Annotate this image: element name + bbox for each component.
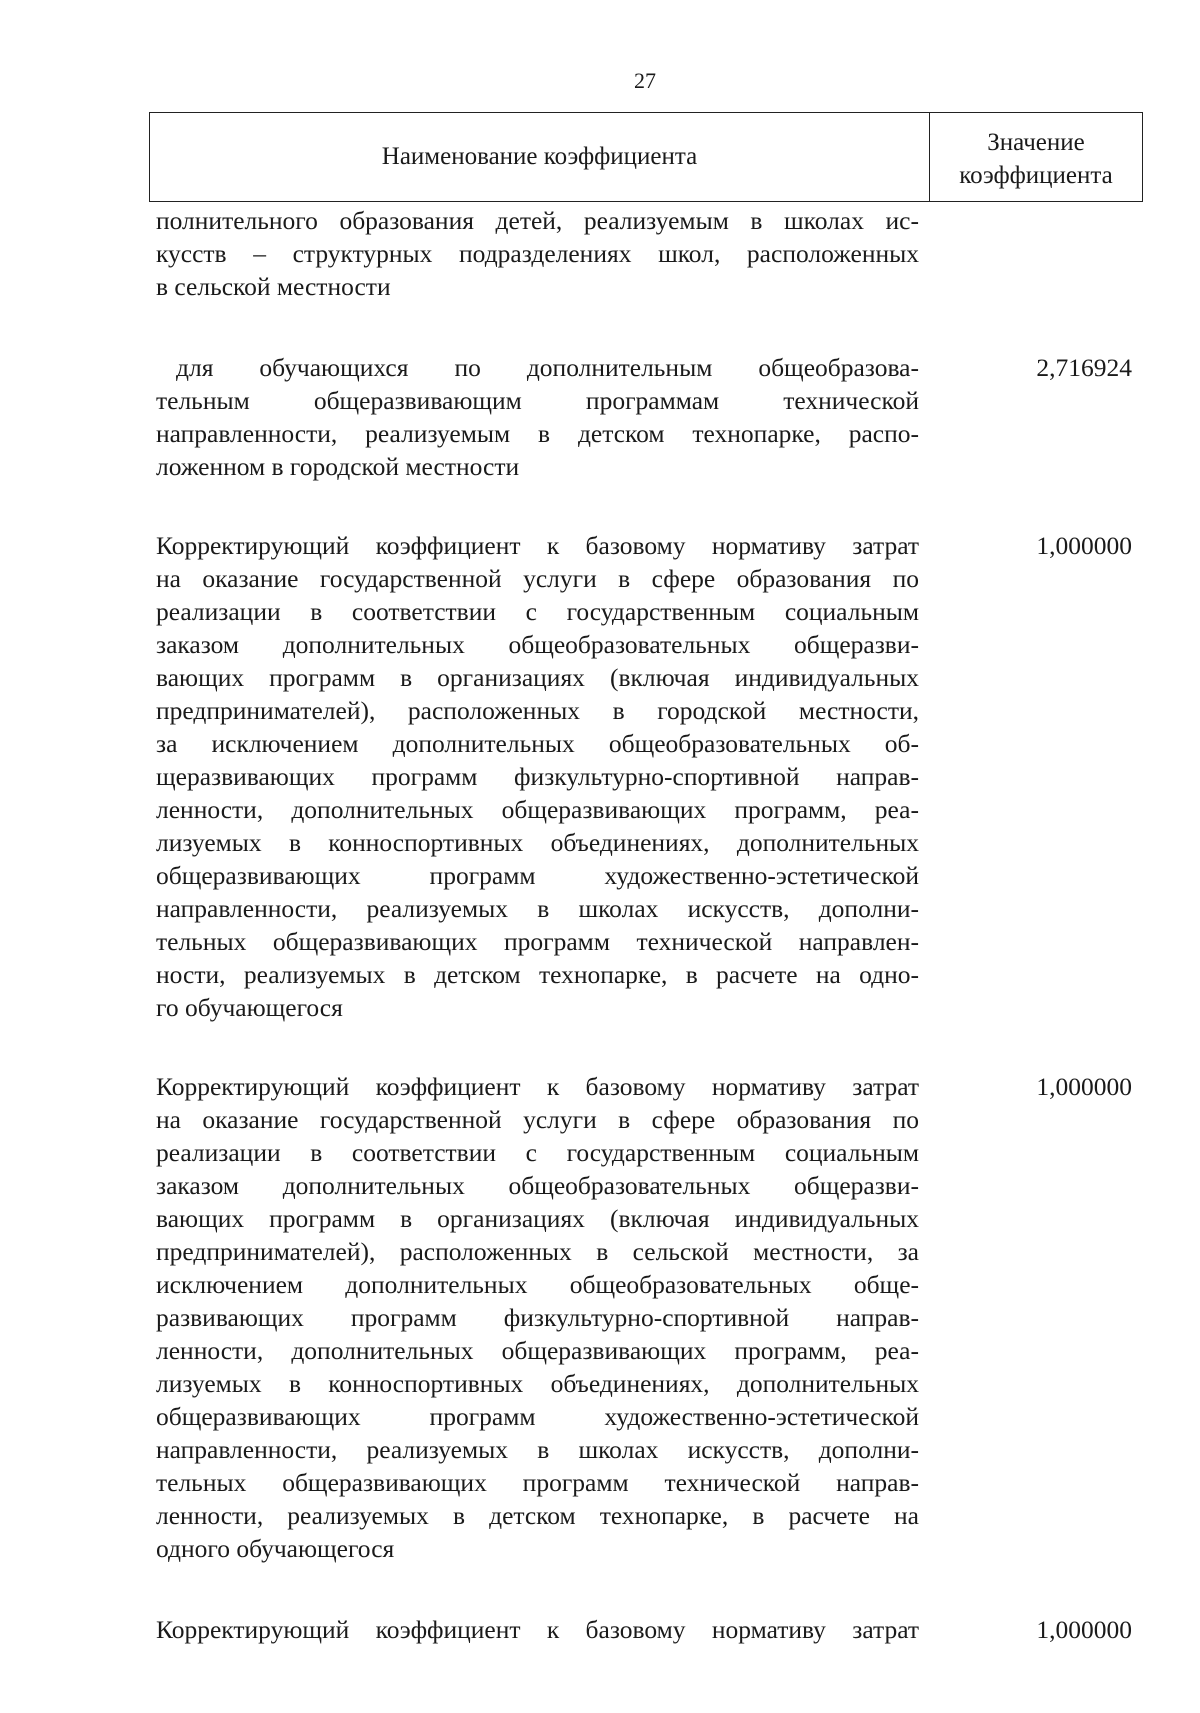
coefficient-name-line: предпринимателей), расположенных в городской местности, — [156, 696, 919, 725]
coefficient-name-line: ложенном в городской местности — [156, 452, 520, 481]
coefficient-name-line: тельных общеразвивающих программ технической направ- — [156, 1468, 919, 1497]
coefficient-name-line: заказом дополнительных общеобразовательных общеразви- — [156, 1171, 919, 1200]
coefficient-name-line: в сельской местности — [156, 272, 391, 301]
column-header-value — [930, 113, 1142, 201]
coefficient-name-line: одного обучающегося — [156, 1534, 395, 1563]
coefficient-name-line: на оказание государственной услуги в сфере образования по — [156, 1105, 919, 1134]
coefficient-name-line: го обучающегося — [156, 993, 343, 1022]
coefficient-name-line: ности, реализуемых в детском технопарке, в расчете на одно- — [156, 960, 919, 989]
coefficient-name-line: заказом дополнительных общеобразовательных общеразви- — [156, 630, 919, 659]
coefficient-name-line: предпринимателей), расположенных в сельской местности, за — [156, 1237, 919, 1266]
coefficient-name-line: тельных общеразвивающих программ технической направлен- — [156, 927, 919, 956]
table-row — [156, 529, 1146, 1024]
coefficient-name-line: общеразвивающих программ художественно-эстетической — [156, 1402, 919, 1431]
table-row — [156, 1613, 1146, 1646]
coefficient-name-line: развивающих программ физкультурно-спортивной направ- — [156, 1303, 919, 1332]
coefficient-name-line: лизуемых в конноспортивных объединениях, дополнительных — [156, 828, 919, 857]
coefficient-name-line: направленности, реализуемым в детском технопарке, распо- — [156, 419, 919, 448]
coefficient-name-line: полнительного образования детей, реализуемым в школах ис- — [156, 206, 919, 235]
coefficient-name-line: на оказание государственной услуги в сфере образования по — [156, 564, 919, 593]
page-number: 27 — [634, 68, 656, 93]
coefficient-name-line: Корректирующий коэффициент к базовому нормативу затрат — [156, 1615, 919, 1644]
coefficient-table-body — [156, 204, 1146, 1646]
coefficient-name-line: за исключением дополнительных общеобразовательных об- — [156, 729, 919, 758]
coefficient-name-line: кусств – структурных подразделениях школ, расположенных — [156, 239, 919, 268]
table-row — [156, 204, 1146, 303]
coefficient-value: 1,000000 — [1036, 531, 1132, 560]
column-header-name: Наименование коэффициента — [150, 113, 930, 201]
coefficient-name-line: вающих программ в организациях (включая индивидуальных — [156, 1204, 919, 1233]
coefficient-name-line: ленности, дополнительных общеразвивающих программ, реа- — [156, 795, 919, 824]
coefficient-name-line: вающих программ в организациях (включая индивидуальных — [156, 663, 919, 692]
coefficient-name-line: ленности, реализуемых в детском технопарке, в расчете на — [156, 1501, 919, 1530]
coefficient-name — [156, 529, 919, 1024]
coefficient-name-line: для обучающихся по дополнительным общеобразова- — [176, 353, 919, 382]
table-header — [149, 112, 1143, 202]
coefficient-name — [156, 1070, 919, 1565]
coefficient-name-line: общеразвивающих программ художественно-эстетической — [156, 861, 919, 890]
coefficient-name-line: ленности, дополнительных общеразвивающих программ, реа- — [156, 1336, 919, 1365]
coefficient-name-line: Корректирующий коэффициент к базовому нормативу затрат — [156, 531, 919, 560]
coefficient-value: 1,000000 — [1036, 1072, 1132, 1101]
table-row — [156, 1070, 1146, 1565]
coefficient-name — [156, 204, 919, 303]
coefficient-value: 2,716924 — [1036, 353, 1132, 382]
coefficient-name-line: лизуемых в конноспортивных объединениях, дополнительных — [156, 1369, 919, 1398]
coefficient-name — [156, 1613, 919, 1646]
column-header-value-line1: Значение — [987, 129, 1085, 156]
coefficient-name — [156, 351, 919, 483]
coefficient-name-line: направленности, реализуемых в школах искусств, дополни- — [156, 1435, 919, 1464]
coefficient-name-line: реализации в соответствии с государственным социальным — [156, 597, 919, 626]
coefficient-name-line: направленности, реализуемых в школах искусств, дополни- — [156, 894, 919, 923]
column-header-value-line2: коэффициента — [959, 162, 1113, 189]
coefficient-value: 1,000000 — [1036, 1615, 1132, 1644]
table-row — [156, 351, 1146, 483]
coefficient-name-line: тельным общеразвивающим программам технической — [156, 386, 919, 415]
coefficient-name-line: Корректирующий коэффициент к базовому нормативу затрат — [156, 1072, 919, 1101]
coefficient-name-line: исключением дополнительных общеобразовательных обще- — [156, 1270, 919, 1299]
coefficient-name-line: щеразвивающих программ физкультурно-спортивной направ- — [156, 762, 919, 791]
coefficient-name-line: реализации в соответствии с государственным социальным — [156, 1138, 919, 1167]
